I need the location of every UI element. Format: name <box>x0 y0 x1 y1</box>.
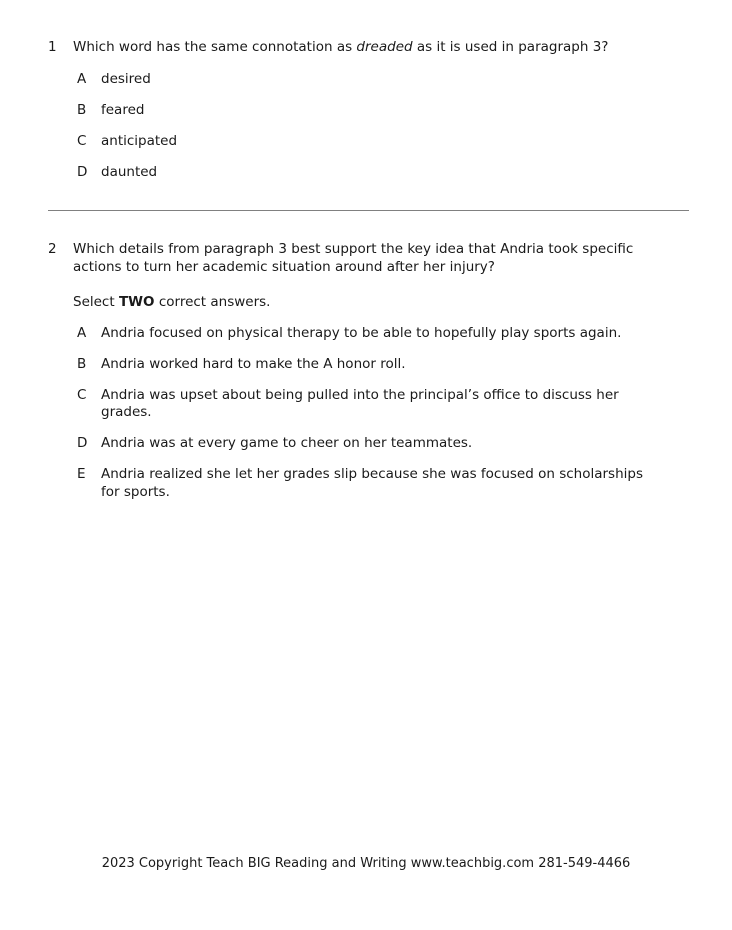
choice-text: Andria was at every game to cheer on her teammates. <box>101 435 473 451</box>
choice-text: Andria worked hard to make the A honor roll. <box>101 355 406 372</box>
question-2-choice-b <box>77 356 689 374</box>
question-2-text: Which details from paragraph 3 best support the key idea that Andria took specific actions to turn her academic situation around after her injury? <box>73 241 634 275</box>
question-2 <box>48 241 689 501</box>
footer-text: 2023 Copyright Teach BIG Reading and Writing www.teachbig.com 281-549-4466 <box>101 856 631 871</box>
question-1-emphasized-word: dreaded <box>356 39 413 55</box>
question-2-row <box>48 241 689 276</box>
choice-text: desired <box>101 70 151 87</box>
choice-letter: C <box>77 132 87 149</box>
question-2-choice-d <box>77 435 689 453</box>
question-1 <box>48 39 689 181</box>
choice-letter: C <box>77 386 87 403</box>
choice-letter: B <box>77 355 87 372</box>
choice-text: feared <box>101 101 145 118</box>
choice-letter: D <box>77 435 88 451</box>
choice-letter: E <box>77 466 86 482</box>
choice-text: Andria realized she let her grades slip because she was focused on scholarships for sports. <box>101 466 643 500</box>
select-instruction-after: correct answers. <box>154 293 271 310</box>
question-2-choice-c <box>77 387 689 422</box>
choice-text: daunted <box>101 163 158 180</box>
choice-letter: B <box>77 101 87 118</box>
select-instruction-bold: TWO <box>118 293 155 310</box>
question-1-choice-d <box>77 164 689 182</box>
question-1-text-after: as it is used in paragraph 3? <box>412 39 609 55</box>
page-footer <box>0 855 732 872</box>
choice-text: anticipated <box>101 132 178 149</box>
select-instruction-before: Select <box>73 293 119 310</box>
choice-letter: A <box>77 324 87 341</box>
question-2-number: 2 <box>48 241 57 257</box>
question-1-choice-b <box>77 102 689 120</box>
question-1-number: 1 <box>48 39 57 55</box>
question-divider <box>48 210 689 211</box>
question-2-choice-a <box>77 325 689 343</box>
choice-text: Andria focused on physical therapy to be able to hopefully play sports again. <box>101 324 622 341</box>
question-1-text-before: Which word has the same connotation as <box>73 39 357 55</box>
question-1-choice-c <box>77 133 689 151</box>
question-1-text <box>73 39 663 57</box>
question-2-select-instruction <box>73 294 663 312</box>
choice-letter: D <box>77 163 88 180</box>
choice-letter: A <box>77 70 87 87</box>
question-1-choice-a <box>77 71 689 89</box>
choice-text: Andria was upset about being pulled into the principal’s office to discuss her grades. <box>101 386 619 420</box>
question-1-row <box>48 39 689 57</box>
question-2-choice-e <box>77 466 689 501</box>
